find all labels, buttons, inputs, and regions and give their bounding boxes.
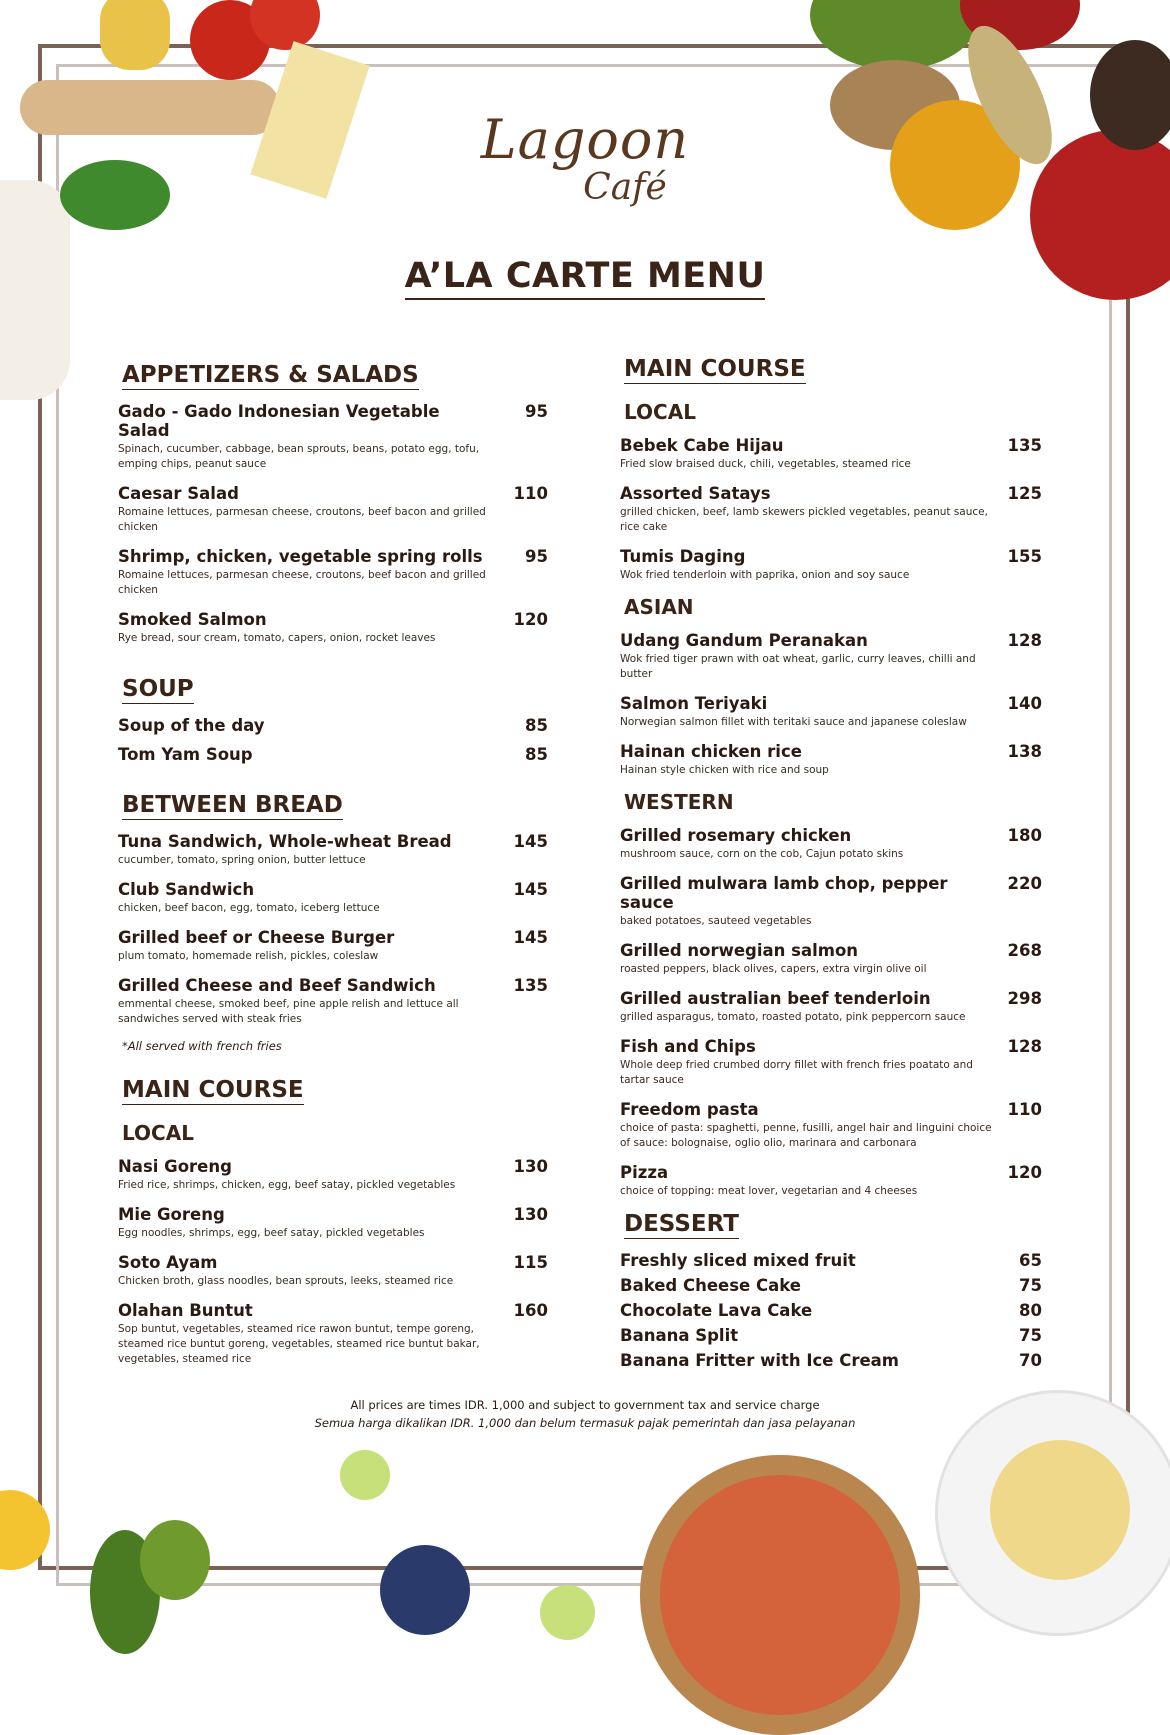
menu-item	[620, 1100, 1042, 1151]
item-name: Grilled norwegian salmon	[620, 941, 859, 960]
item-description: plum tomato, homemade relish, pickles, coleslaw	[118, 950, 379, 962]
item-price: 115	[513, 1253, 548, 1272]
menu-item	[118, 1301, 548, 1367]
lagoon-cafe-logo	[470, 110, 700, 220]
menu-title	[0, 256, 1170, 296]
item-name: Shrimp, chicken, vegetable spring rolls	[118, 547, 483, 566]
menu-item	[620, 1163, 1042, 1199]
item-price: 160	[513, 1301, 548, 1320]
item-description: baked potatoes, sauteed vegetables	[620, 915, 812, 927]
item-name: Tom Yam Soup	[118, 745, 253, 764]
item-description: Rye bread, sour cream, tomato, capers, onion, rocket leaves	[118, 632, 436, 644]
menu-item	[620, 826, 1042, 862]
item-price: 155	[1007, 547, 1042, 566]
item-price: 85	[525, 745, 548, 764]
item-price: 130	[513, 1157, 548, 1176]
item-description: chicken, beef bacon, egg, tomato, iceberg lettuce	[118, 902, 380, 914]
menu-item	[620, 1276, 1042, 1295]
item-description: Spinach, cucumber, cabbage, bean sprouts, beans, potato egg, tofu, emping chips, peanut sauce	[118, 443, 480, 470]
menu-item	[620, 1251, 1042, 1270]
menu-item	[118, 610, 548, 646]
item-price: 120	[513, 610, 548, 629]
menu-item	[118, 484, 548, 535]
menu-item	[118, 928, 548, 964]
item-name: Baked Cheese Cake	[620, 1276, 801, 1295]
menu-item	[620, 1301, 1042, 1320]
item-description: Sop buntut, vegetables, steamed rice rawon buntut, tempe goreng, steamed rice buntut goreng, vegetables, steamed rice buntut bakar, vegetables, steamed rice	[118, 1323, 480, 1365]
item-name: Soto Ayam	[118, 1253, 218, 1272]
item-price: 120	[1007, 1163, 1042, 1182]
menu-item	[118, 1157, 548, 1193]
menu-item	[118, 832, 548, 868]
item-price: 125	[1007, 484, 1042, 503]
item-price: 80	[1019, 1301, 1042, 1320]
item-price: 138	[1007, 742, 1042, 761]
item-name: Grilled rosemary chicken	[620, 826, 852, 845]
item-name: Freedom pasta	[620, 1100, 759, 1119]
item-price: 268	[1007, 941, 1042, 960]
item-name: Assorted Satays	[620, 484, 771, 503]
item-price: 95	[525, 547, 548, 566]
right-column	[620, 356, 1042, 1376]
item-name: Pizza	[620, 1163, 669, 1182]
section-heading-dessert: DESSERT	[624, 1211, 739, 1237]
item-description: Wok fried tenderloin with paprika, onion and soy sauce	[620, 569, 910, 581]
item-price: 145	[513, 928, 548, 947]
soup-list	[118, 716, 548, 764]
item-price: 135	[1007, 436, 1042, 455]
item-name: Caesar Salad	[118, 484, 239, 503]
item-description: Fried rice, shrimps, chicken, egg, beef satay, pickled vegetables	[118, 1179, 456, 1191]
item-name: Grilled beef or Cheese Burger	[118, 928, 395, 947]
item-name: Banana Fritter with Ice Cream	[620, 1351, 899, 1370]
item-name: Olahan Buntut	[118, 1301, 253, 1320]
item-price: 75	[1019, 1276, 1042, 1295]
fries-note: *All served with french fries	[122, 1039, 282, 1053]
local-list	[620, 436, 1042, 583]
item-description: Whole deep fried crumbed dorry fillet with french fries poatato and tartar sauce	[620, 1059, 973, 1086]
footer-indonesian: Semua harga dikalikan IDR. 1,000 dan belum termasuk pajak pemerintah dan jasa pelayanan	[314, 1416, 856, 1430]
item-name: Bebek Cabe Hijau	[620, 436, 784, 455]
item-price: 128	[1007, 1037, 1042, 1056]
item-description: Romaine lettuces, parmesan cheese, croutons, beef bacon and grilled chicken	[118, 506, 486, 533]
item-price: 298	[1007, 989, 1042, 1008]
menu-item	[620, 941, 1042, 977]
subheading-local-right: LOCAL	[624, 400, 696, 424]
item-name: Fish and Chips	[620, 1037, 756, 1056]
item-price: 70	[1019, 1351, 1042, 1370]
item-description: Wok fried tiger prawn with oat wheat, garlic, curry leaves, chilli and butter	[620, 653, 976, 680]
menu-item	[620, 989, 1042, 1025]
menu-item	[620, 1037, 1042, 1088]
menu-item	[118, 716, 548, 735]
item-name: Soup of the day	[118, 716, 265, 735]
item-name: Udang Gandum Peranakan	[620, 631, 868, 650]
menu-item	[620, 547, 1042, 583]
item-price: 180	[1007, 826, 1042, 845]
subheading-western: WESTERN	[624, 790, 734, 814]
item-name: Mie Goreng	[118, 1205, 225, 1224]
item-description: choice of pasta: spaghetti, penne, fusilli, angel hair and linguini choice of sauce: bolognaise, oglio olio, marinara and carbonara	[620, 1122, 992, 1149]
item-price: 130	[513, 1205, 548, 1224]
menu-item	[620, 436, 1042, 472]
item-name: Hainan chicken rice	[620, 742, 802, 761]
section-heading-main-course-left: MAIN COURSE	[122, 1077, 304, 1103]
section-heading-soup: SOUP	[122, 676, 194, 702]
main-course-local-list	[118, 1157, 548, 1367]
dessert-list	[620, 1251, 1042, 1370]
subheading-local-left: LOCAL	[122, 1121, 194, 1145]
item-price: 135	[513, 976, 548, 995]
item-price: 75	[1019, 1326, 1042, 1345]
item-description: Egg noodles, shrimps, egg, beef satay, pickled vegetables	[118, 1227, 425, 1239]
item-name: Grilled australian beef tenderloin	[620, 989, 931, 1008]
item-description: Norwegian salmon fillet with teritaki sauce and japanese coleslaw	[620, 716, 967, 728]
menu-item	[118, 547, 548, 598]
menu-item	[118, 1253, 548, 1289]
menu-item	[620, 484, 1042, 535]
item-name: Smoked Salmon	[118, 610, 267, 629]
logo-line-1: Lagoon	[480, 108, 690, 171]
menu-item	[118, 1205, 548, 1241]
menu-item	[620, 694, 1042, 730]
item-description: grilled asparagus, tomato, roasted potato, pink peppercorn sauce	[620, 1011, 966, 1023]
menu-item	[620, 874, 1042, 929]
menu-item	[620, 1326, 1042, 1345]
item-description: Chicken broth, glass noodles, bean sprouts, leeks, steamed rice	[118, 1275, 454, 1287]
item-name: Banana Split	[620, 1326, 739, 1345]
section-heading-between-bread: BETWEEN BREAD	[122, 792, 343, 818]
left-column	[118, 362, 548, 1379]
item-name: Club Sandwich	[118, 880, 255, 899]
item-price: 95	[525, 402, 548, 421]
item-price: 85	[525, 716, 548, 735]
item-price: 220	[1007, 874, 1042, 893]
footer-english: All prices are times IDR. 1,000 and subject to government tax and service charge	[350, 1398, 820, 1412]
western-list	[620, 826, 1042, 1199]
item-name: Tuna Sandwich, Whole-wheat Bread	[118, 832, 452, 851]
item-price: 128	[1007, 631, 1042, 650]
item-description: Hainan style chicken with rice and soup	[620, 764, 829, 776]
item-name: Chocolate Lava Cake	[620, 1301, 813, 1320]
item-name: Freshly sliced mixed fruit	[620, 1251, 856, 1270]
item-price: 145	[513, 832, 548, 851]
asian-list	[620, 631, 1042, 778]
menu-item	[118, 402, 548, 472]
item-description: grilled chicken, beef, lamb skewers pickled vegetables, peanut sauce, rice cake	[620, 506, 988, 533]
item-description: cucumber, tomato, spring onion, butter lettuce	[118, 854, 366, 866]
menu-item	[118, 880, 548, 916]
item-description: Fried slow braised duck, chili, vegetables, steamed rice	[620, 458, 911, 470]
item-price: 145	[513, 880, 548, 899]
section-heading-appetizers: APPETIZERS & SALADS	[122, 362, 419, 388]
item-price: 110	[1007, 1100, 1042, 1119]
menu-item	[118, 976, 548, 1027]
item-description: Romaine lettuces, parmesan cheese, croutons, beef bacon and grilled chicken	[118, 569, 486, 596]
item-description: mushroom sauce, corn on the cob, Cajun potato skins	[620, 848, 904, 860]
section-heading-main-course-right: MAIN COURSE	[624, 356, 806, 382]
item-description: choice of topping: meat lover, vegetarian and 4 cheeses	[620, 1185, 918, 1197]
item-name: Nasi Goreng	[118, 1157, 232, 1176]
item-description: emmental cheese, smoked beef, pine apple relish and lettuce all sandwiches served with steak fries	[118, 998, 459, 1025]
menu-item	[620, 1351, 1042, 1370]
item-name: Salmon Teriyaki	[620, 694, 768, 713]
menu-item	[620, 631, 1042, 682]
item-name: Gado - Gado Indonesian Vegetable Salad	[118, 402, 440, 440]
between-bread-list	[118, 832, 548, 1027]
menu-item	[118, 745, 548, 764]
price-footer	[0, 1396, 1170, 1432]
logo-line-2: Café	[583, 167, 667, 208]
menu-title-text: A’LA CARTE MENU	[405, 256, 766, 300]
appetizers-list	[118, 402, 548, 646]
item-name: Grilled mulwara lamb chop, pepper sauce	[620, 874, 948, 912]
item-description: roasted peppers, black olives, capers, extra virgin olive oil	[620, 963, 927, 975]
menu-item	[620, 742, 1042, 778]
item-price: 140	[1007, 694, 1042, 713]
item-name: Tumis Daging	[620, 547, 746, 566]
item-price: 65	[1019, 1251, 1042, 1270]
subheading-asian: ASIAN	[624, 595, 694, 619]
item-price: 110	[513, 484, 548, 503]
item-name: Grilled Cheese and Beef Sandwich	[118, 976, 436, 995]
